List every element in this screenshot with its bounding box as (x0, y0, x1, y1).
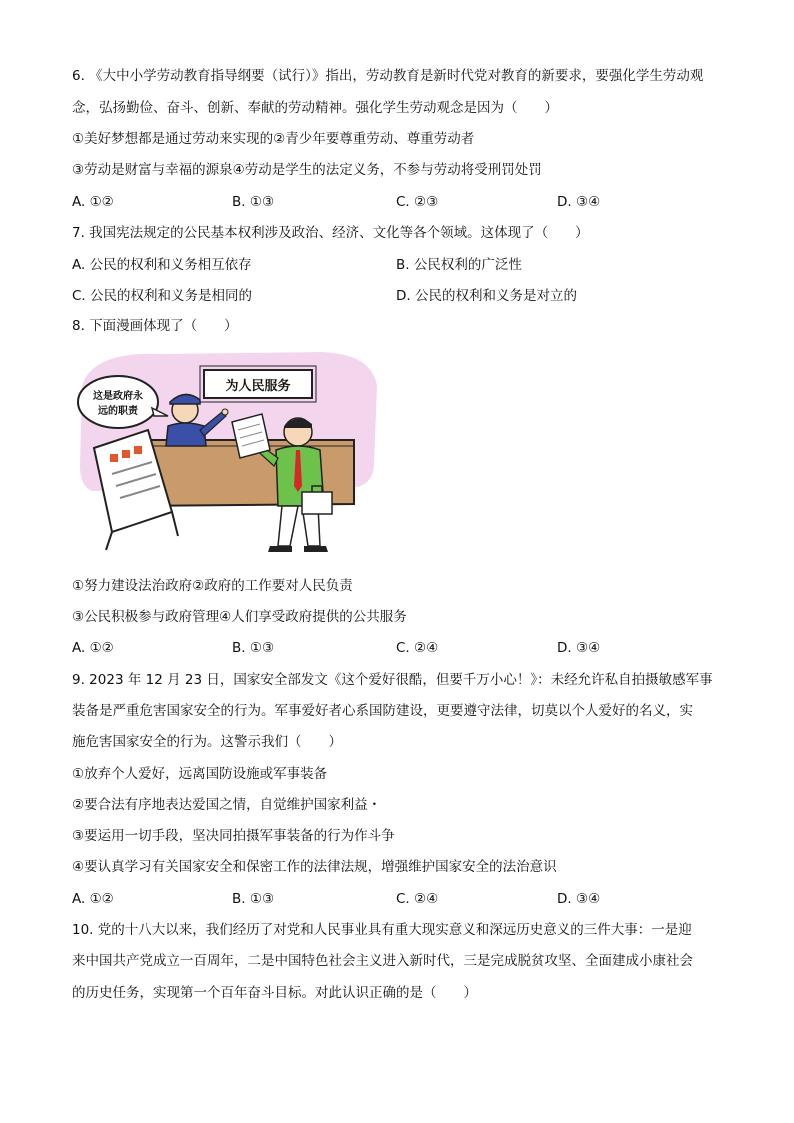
q8-option-b: B. ①③ (232, 640, 275, 656)
q6-option-c: C. ②③ (396, 194, 439, 210)
q8-cartoon (72, 346, 392, 558)
q9-statement-1: ①放弃个人爱好，远离国防设施或军事装备 (72, 766, 328, 782)
q9-stem-line2: 装备是严重危害国家安全的行为。军事爱好者心系国防建设，更要遵守法律，切莫以个人爱好的名义，实 (72, 703, 693, 719)
q7-option-b: B. 公民权利的广泛性 (396, 257, 522, 273)
q7-option-d: D. 公民的权利和义务是对立的 (396, 288, 577, 304)
q6-stem-line2: 念，弘扬勤俭、奋斗、创新、奉献的劳动精神。强化学生劳动观念是因为（ ） (72, 100, 558, 116)
q6-option-d: D. ③④ (557, 194, 601, 210)
q9-option-c: C. ②④ (396, 891, 439, 907)
q6-statement-b: ③劳动是财富与幸福的源泉④劳动是学生的法定义务，不参与劳动将受刑罚处罚 (72, 162, 542, 178)
q8-option-d: D. ③④ (557, 640, 601, 656)
q9-stem-line3: 施危害国家安全的行为。这警示我们（ ） (72, 734, 342, 750)
q6-stem-line1: 6. 《大中小学劳动教育指导纲要（试行）》指出，劳动教育是新时代党对教育的新要求，要强化学生劳动观 (72, 68, 704, 84)
q8-option-a: A. ①② (72, 640, 114, 656)
q8-statement-b: ③公民积极参与政府管理④人们享受政府提供的公共服务 (72, 609, 407, 625)
bubble-line2: 远的职责 (98, 406, 138, 417)
q7-option-c: C. 公民的权利和义务是相同的 (72, 288, 253, 304)
q8-statement-a: ①努力建设法治政府②政府的工作要对人民负责 (72, 578, 353, 594)
q8-option-c: C. ②④ (396, 640, 439, 656)
q10-stem-line1: 10. 党的十八大以来，我们经历了对党和人民事业具有重大现实意义和深远历史意义的三件大事：一是迎 (72, 922, 692, 938)
q10-stem-line3: 的历史任务，实现第一个百年奋斗目标。对此认识正确的是（ ） (72, 985, 477, 1001)
q6-statement-a: ①美好梦想都是通过劳动来实现的②青少年要尊重劳动、尊重劳动者 (72, 131, 475, 147)
q7-stem: 7. 我国宪法规定的公民基本权利涉及政治、经济、文化等各个领域。这体现了（ ） (72, 225, 589, 241)
q7-option-a: A. 公民的权利和义务相互依存 (72, 257, 252, 273)
q6-option-a: A. ①② (72, 194, 114, 210)
q9-option-b: B. ①③ (232, 891, 275, 907)
cartoon-sign-text: 为人民服务 (225, 379, 291, 394)
q9-option-a: A. ①② (72, 891, 114, 907)
q9-statement-4: ④要认真学习有关国家安全和保密工作的法律法规，增强维护国家安全的法治意识 (72, 859, 557, 875)
cartoon-illustration (72, 346, 392, 558)
q6-option-b: B. ①③ (232, 194, 275, 210)
bubble-line1: 这是政府永 (93, 391, 143, 402)
q8-stem: 8. 下面漫画体现了（ ） (72, 318, 238, 334)
q10-stem-line2: 来中国共产党成立一百周年，二是中国特色社会主义进入新时代，三是完成脱贫攻坚、全面建成小康社会 (72, 953, 693, 969)
q9-stem-line1: 9. 2023 年 12 月 23 日，国家安全部发文《这个爱好很酷，但要千万小心！》：未经允许私自拍摄敏感军事 (72, 672, 713, 688)
q9-statement-2: ②要合法有序地表达爱国之情，自觉维护国家利益・ (72, 797, 382, 813)
q9-statement-3: ③要运用一切手段，坚决同拍摄军事装备的行为作斗争 (72, 828, 395, 844)
q9-option-d: D. ③④ (557, 891, 601, 907)
